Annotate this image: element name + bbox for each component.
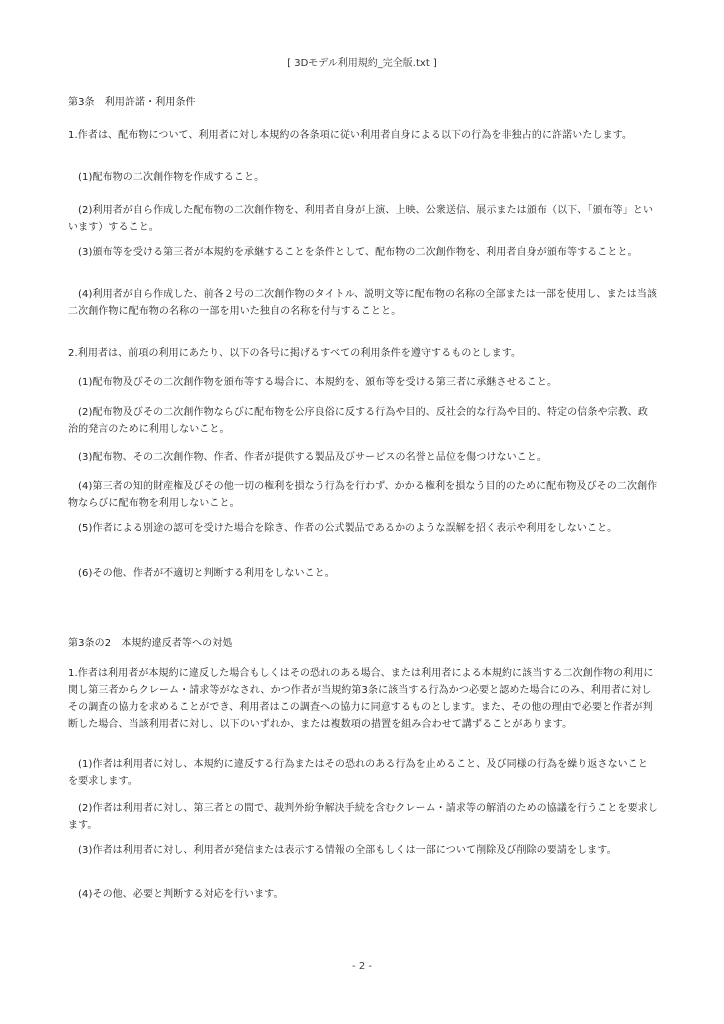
article-3-p2-item-2: (2)配布物及びその二次創作物ならびに配布物を公序良俗に反する行為や目的、反社会的な行為や目的、特定の信条や宗教、政治的発言のために利用しないこと。 xyxy=(68,407,648,435)
article-3-p2-item-5: (5)作者による別途の認可を受けた場合を除き、作者の公式製品であるかのような誤解を招く表示や利用をしないこと。 xyxy=(78,523,618,534)
article-3-p2-item-6: (6)その他、作者が不適切と判断する利用をしないこと。 xyxy=(78,568,335,579)
article-3-p1-item-1: (1)配布物の二次創作物を作成すること。 xyxy=(78,172,265,183)
article-3-p1-item-4: (4)利用者が自ら作成した、前各２号の二次創作物のタイトル、説明文等に配布物の名称の全部または一部を使用し、または当該二次創作物に配布物の名称の一部を用いた独自の名称を付与することと。 xyxy=(68,289,658,317)
article-3-paragraph-2: 2.利用者は、前項の利用にあたり、以下の各号に掲げるすべての利用条件を遵守するものとします。 xyxy=(68,348,522,359)
article-3-heading: 第3条 利用許諾・利用条件 xyxy=(68,97,196,108)
article-3-2-item-1: (1)作者は利用者に対し、本規約に違反する行為またはその恐れのある行為を止めること、及び同様の行為を繰り返さないことを要求します。 xyxy=(68,759,648,787)
article-3-p1-item-2: (2)利用者が自ら作成した配布物の二次創作物を、利用者自身が上演、上映、公衆送信、展示または頒布（以下、「頒布等」といいます）すること。 xyxy=(68,205,654,233)
article-3-p2-item-4: (4)第三者の知的財産権及びその他一切の権利を損なう行為を行わず、かかる権利を損なう目的のために配布物及びその二次創作物ならびに配布物を利用しないこと。 xyxy=(68,481,658,509)
article-3-p2-item-3: (3)配布物、その二次創作物、作者、作者が提供する製品及びサービスの名誉と品位を傷つけないこと。 xyxy=(78,452,547,463)
page-number: - 2 - xyxy=(352,961,372,972)
article-3-2-item-4: (4)その他、必要と判断する対応を行います。 xyxy=(78,889,284,900)
article-3-2-heading: 第3条の2 本規約違反者等への対処 xyxy=(68,638,233,649)
article-3-paragraph-1: 1.作者は、配布物について、利用者に対し本規約の各条項に従い利用者自身による以下の行為を非独占的に許諾いたします。 xyxy=(68,130,633,141)
article-3-p1-item-3: (3)頒布等を受ける第三者が本規約を承継することを条件として、配布物の二次創作物を、利用者自身が頒布等することと。 xyxy=(78,247,638,258)
article-3-2-item-3: (3)作者は利用者に対し、利用者が発信または表示する情報の全部もしくは一部について削除及び削除の要請をします。 xyxy=(78,845,617,856)
article-3-p2-item-1: (1)配布物及びその二次創作物を頒布等する場合に、本規約を、頒布等を受ける第三者に承継させること。 xyxy=(78,377,558,388)
article-3-2-paragraph-1: 1.作者は利用者が本規約に違反した場合もしくはその恐れのある場合、または利用者による本規約に該当する二次創作物の利用に関し第三者からクレーム・請求等がなされ、かつ作者が当規約第3条に該当する行為かつ必要と認めた場合にのみ、利用者に対しその調査の協力を求めることができ、利用者はこの調査への協力に同意するものとします。また、その他の理由で必要と作者が判断した場合、当該利用者に対し、以下のいずれか、または複数項の措置を組み合わせて講ずることがあります。 xyxy=(68,668,654,730)
article-3-2-item-2: (2)作者は利用者に対し、第三者との間で、裁判外紛争解決手続を含むクレーム・請求等の解消のための協議を行うことを要求します。 xyxy=(68,803,658,831)
document-title-header: [ 3Dモデル利用規約_完全版.txt ] xyxy=(287,58,437,69)
